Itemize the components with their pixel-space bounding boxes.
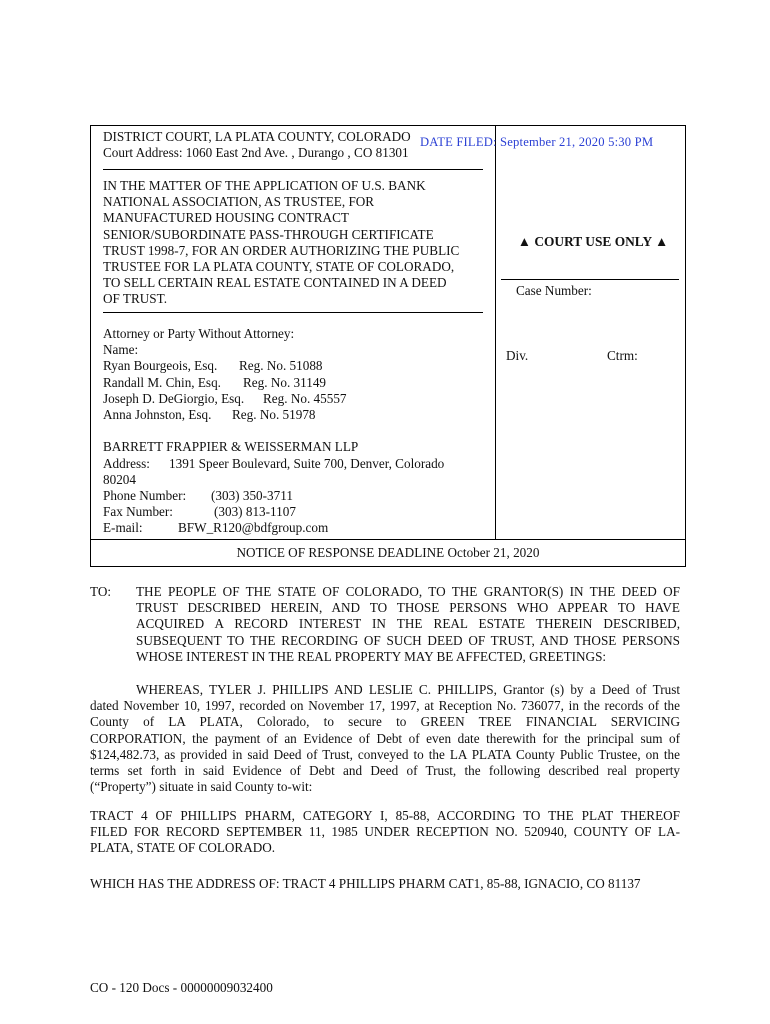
court-divider (103, 169, 483, 170)
whereas-line: dated November 10, 1997, recorded on November 17, 1997, at Reception No. 736077, in the records of the (90, 698, 680, 714)
attorney-row (103, 391, 493, 407)
matter-line: IN THE MATTER OF THE APPLICATION OF U.S. BANK (103, 178, 426, 193)
phone-value: (303) 350-3711 (211, 488, 293, 504)
to-line: SUBSEQUENT TO THE RECORDING OF SUCH DEED OF TRUST, AND THOSE PERSONS (136, 632, 680, 648)
notice-title: NOTICE OF RESPONSE DEADLINE October 21, 2020 (236, 545, 540, 560)
attorney-row (103, 358, 493, 374)
attorney-name: Ryan Bourgeois, Esq. (103, 358, 218, 374)
fax-value: (303) 813-1107 (214, 504, 296, 520)
matter-line: OF TRUST. (103, 291, 167, 307)
firm-name: BARRETT FRAPPIER & WEISSERMAN LLP (103, 439, 359, 455)
attorney-row (103, 375, 493, 391)
attorney-name: Randall M. Chin, Esq. (103, 374, 221, 390)
to-text (136, 584, 680, 665)
matter-caption (103, 178, 488, 308)
fax-label: Fax Number: (103, 504, 173, 520)
address-value: 1391 Speer Boulevard, Suite 700, Denver, Colorado (169, 455, 445, 471)
matter-line: MANUFACTURED HOUSING CONTRACT (103, 210, 349, 226)
attorney-name: Joseph D. DeGiorgio, Esq. (103, 390, 245, 406)
whereas-line: (“Property”) situate in said County to-wit: (90, 779, 313, 795)
courtroom-label: Ctrm: (607, 348, 638, 363)
address-label: Address: (103, 455, 150, 471)
phone-label: Phone Number: (103, 488, 187, 504)
court-use-only-label: ▲ COURT USE ONLY ▲ (517, 234, 669, 249)
tract-line: PLATA, STATE OF COLORADO. (90, 840, 276, 856)
email-value: BFW_R120@bdfgroup.com (178, 520, 329, 536)
fax-row (103, 504, 493, 520)
attorney-reg: Reg. No. 51978 (232, 407, 316, 423)
division-label: Div. (506, 348, 529, 363)
phone-row (103, 488, 493, 504)
whereas-line: terms set forth in said Evidence of Debt and Deed of Trust, the following described real property (90, 763, 680, 779)
whereas-line: County of LA PLATA, Colorado, to secure to GREEN TREE FINANCIAL SERVICING (90, 714, 680, 730)
case-number-rule (501, 279, 679, 280)
attorney-reg: Reg. No. 51088 (239, 358, 323, 374)
court-name: DISTRICT COURT, LA PLATA COUNTY, COLORADO (103, 129, 411, 144)
matter-line: TO SELL CERTAIN REAL ESTATE CONTAINED IN A DEED (103, 275, 447, 291)
to-line: WHOSE INTEREST IN THE REAL PROPERTY MAY BE AFFECTED, GREETINGS: (136, 648, 607, 664)
attorney-reg: Reg. No. 31149 (243, 374, 327, 390)
legal-description (90, 808, 680, 857)
court-address: Court Address: 1060 East 2nd Ave. , Durango , CO 81301 (103, 145, 409, 161)
email-row (103, 520, 493, 536)
attorney-row (103, 407, 493, 423)
whereas-line: $124,482.73, as provided in said Deed of Trust, conveyed to the LA PLATA County Public Trustee, on the (90, 746, 680, 762)
property-address: WHICH HAS THE ADDRESS OF: TRACT 4 PHILLIPS PHARM CAT1, 85-88, IGNACIO, CO 81137 (90, 876, 641, 891)
case-caption-box (90, 125, 686, 567)
to-line: ACQUIRED A RECORD INTEREST IN THE REAL ESTATE THEREIN DESCRIBED, (136, 616, 680, 632)
to-line: TRUST DESCRIBED HEREIN, AND TO THOSE PERSONS WHO APPEAR TO HAVE (136, 600, 680, 616)
matter-line: SENIOR/SUBORDINATE PASS-THROUGH CERTIFICATE (103, 226, 434, 242)
matter-line: TRUST 1998-7, FOR AN ORDER AUTHORIZING THE PUBLIC (103, 242, 460, 258)
whereas-line: WHEREAS, TYLER J. PHILLIPS AND LESLIE C. PHILLIPS, Grantor (s) by a Deed of Trust (136, 682, 680, 697)
notice-divider (91, 539, 685, 540)
whereas-line: CORPORATION, the payment of an Evidence of Debt of even date therewith for the principal sum of (90, 730, 680, 746)
address-zip: 80204 (103, 471, 136, 487)
attorney-block (103, 326, 493, 537)
attorney-heading: Attorney or Party Without Attorney: (103, 326, 295, 341)
to-line: THE PEOPLE OF THE STATE OF COLORADO, TO THE GRANTOR(S) IN THE DEED OF (136, 584, 680, 599)
attorney-reg: Reg. No. 45557 (263, 390, 347, 406)
matter-line: TRUSTEE FOR LA PLATA COUNTY, STATE OF COLORADO, (103, 259, 455, 275)
email-label: E-mail: (103, 520, 143, 536)
tract-line: FILED FOR RECORD SEPTEMBER 11, 1985 UNDER RECEPTION NO. 520940, COUNTY OF LA- (90, 824, 680, 840)
matter-line: NATIONAL ASSOCIATION, AS TRUSTEE, FOR (103, 194, 375, 210)
whereas-paragraph (90, 682, 680, 795)
tract-line: TRACT 4 OF PHILLIPS PHARM, CATEGORY I, 85-88, ACCORDING TO THE PLAT THEREOF (90, 808, 680, 823)
case-number-label: Case Number: (516, 283, 592, 298)
date-filed-stamp: DATE FILED: September 21, 2020 5:30 PM (420, 135, 654, 149)
address-row (103, 456, 493, 472)
name-label: Name: (103, 342, 139, 358)
matter-divider (103, 312, 483, 313)
document-footer: CO - 120 Docs - 00000009032400 (90, 980, 273, 995)
caption-column-divider (495, 126, 496, 539)
attorney-name: Anna Johnston, Esq. (103, 407, 212, 423)
to-label: TO: (90, 584, 112, 599)
